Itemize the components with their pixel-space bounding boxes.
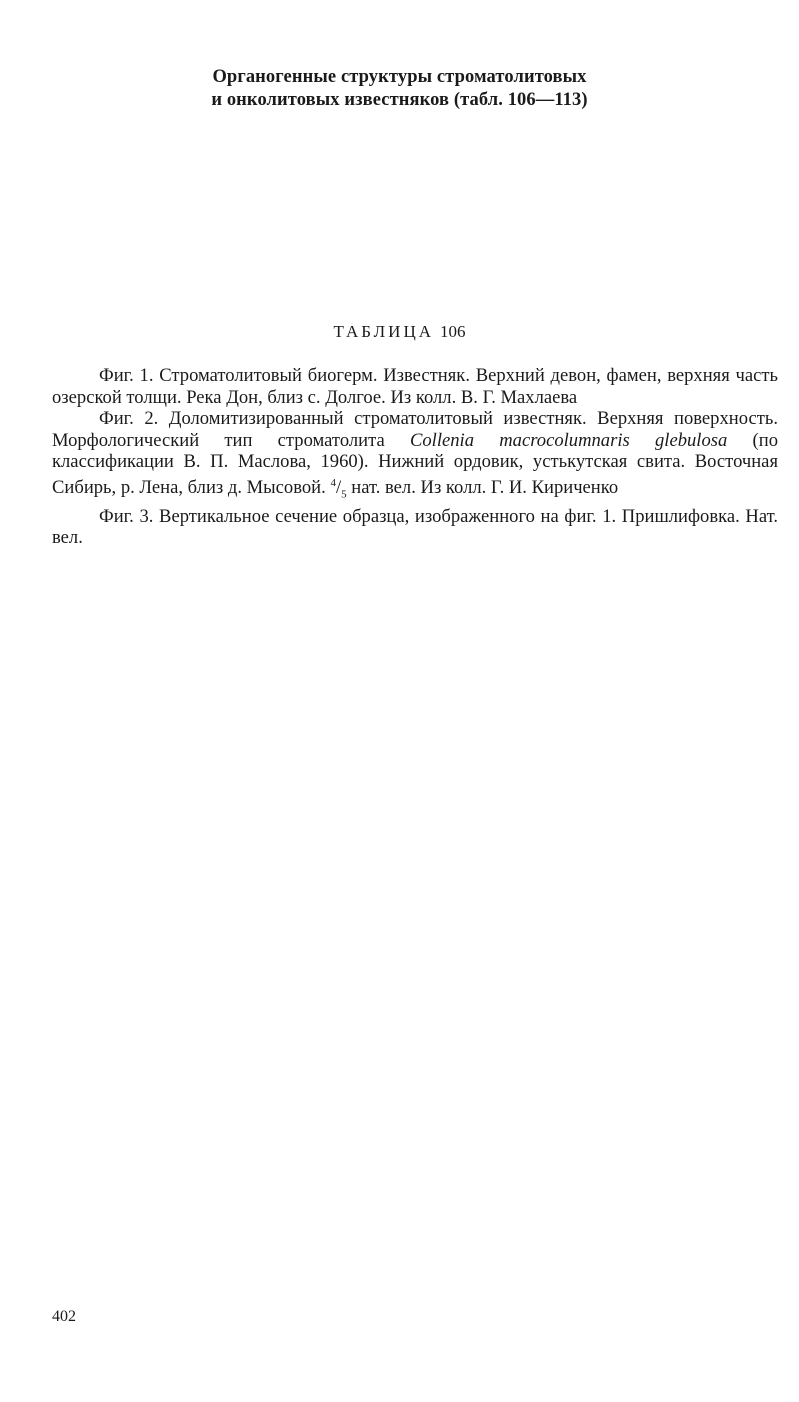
table-heading-number: 106 [440,322,466,341]
caption-text: Вертикальное сечение образца, изображенного на фиг. 1. Пришлифовка. Нат. вел. [52,505,778,549]
caption-lead: Фиг. 2. [99,408,159,429]
caption-fig-1 [52,365,778,408]
caption-fig-2 [52,408,778,506]
magnification-fraction: $^4/_5$ [330,476,347,501]
caption-fig-3 [52,506,778,549]
caption-lead: Фиг. 1. [99,365,154,386]
section-title-line-1: Органогенные структуры строматолитовых [212,67,587,87]
caption-text: нат. вел. Из колл. Г. И. Кириченко [351,476,619,498]
page-number: 402 [52,1308,76,1325]
caption-text: Доломитизированный строматолитовый известняк. Верхняя поверхность. Морфологический тип строматолита [52,408,778,451]
table-heading-word: ТАБЛИЦА [333,322,434,341]
taxon-name: Collenia macrocolumnaris glebulosa [409,429,728,451]
section-title-line-2: и онколитовых известняков (табл. 106—113) [211,90,588,110]
table-heading [0,321,799,343]
figure-captions [52,365,778,549]
fraction-denominator: 5 [341,488,347,501]
caption-lead: Фиг. 3. [99,505,154,527]
fraction-numerator: 4 [330,476,336,489]
caption-text: (по классификации В. П. Маслова, 1960). Нижний ордовик, устькутская свита. Восточная Сибирь, р. Лена, близ д. Мысовой. [52,429,778,498]
section-title [0,66,799,112]
caption-text: Строматолитовый биогерм. Известняк. Верхний девон, фамен, верхняя часть озерской толщи. Река Дон, близ с. Долгое. Из колл. В. Г. Махлаева [52,365,778,408]
